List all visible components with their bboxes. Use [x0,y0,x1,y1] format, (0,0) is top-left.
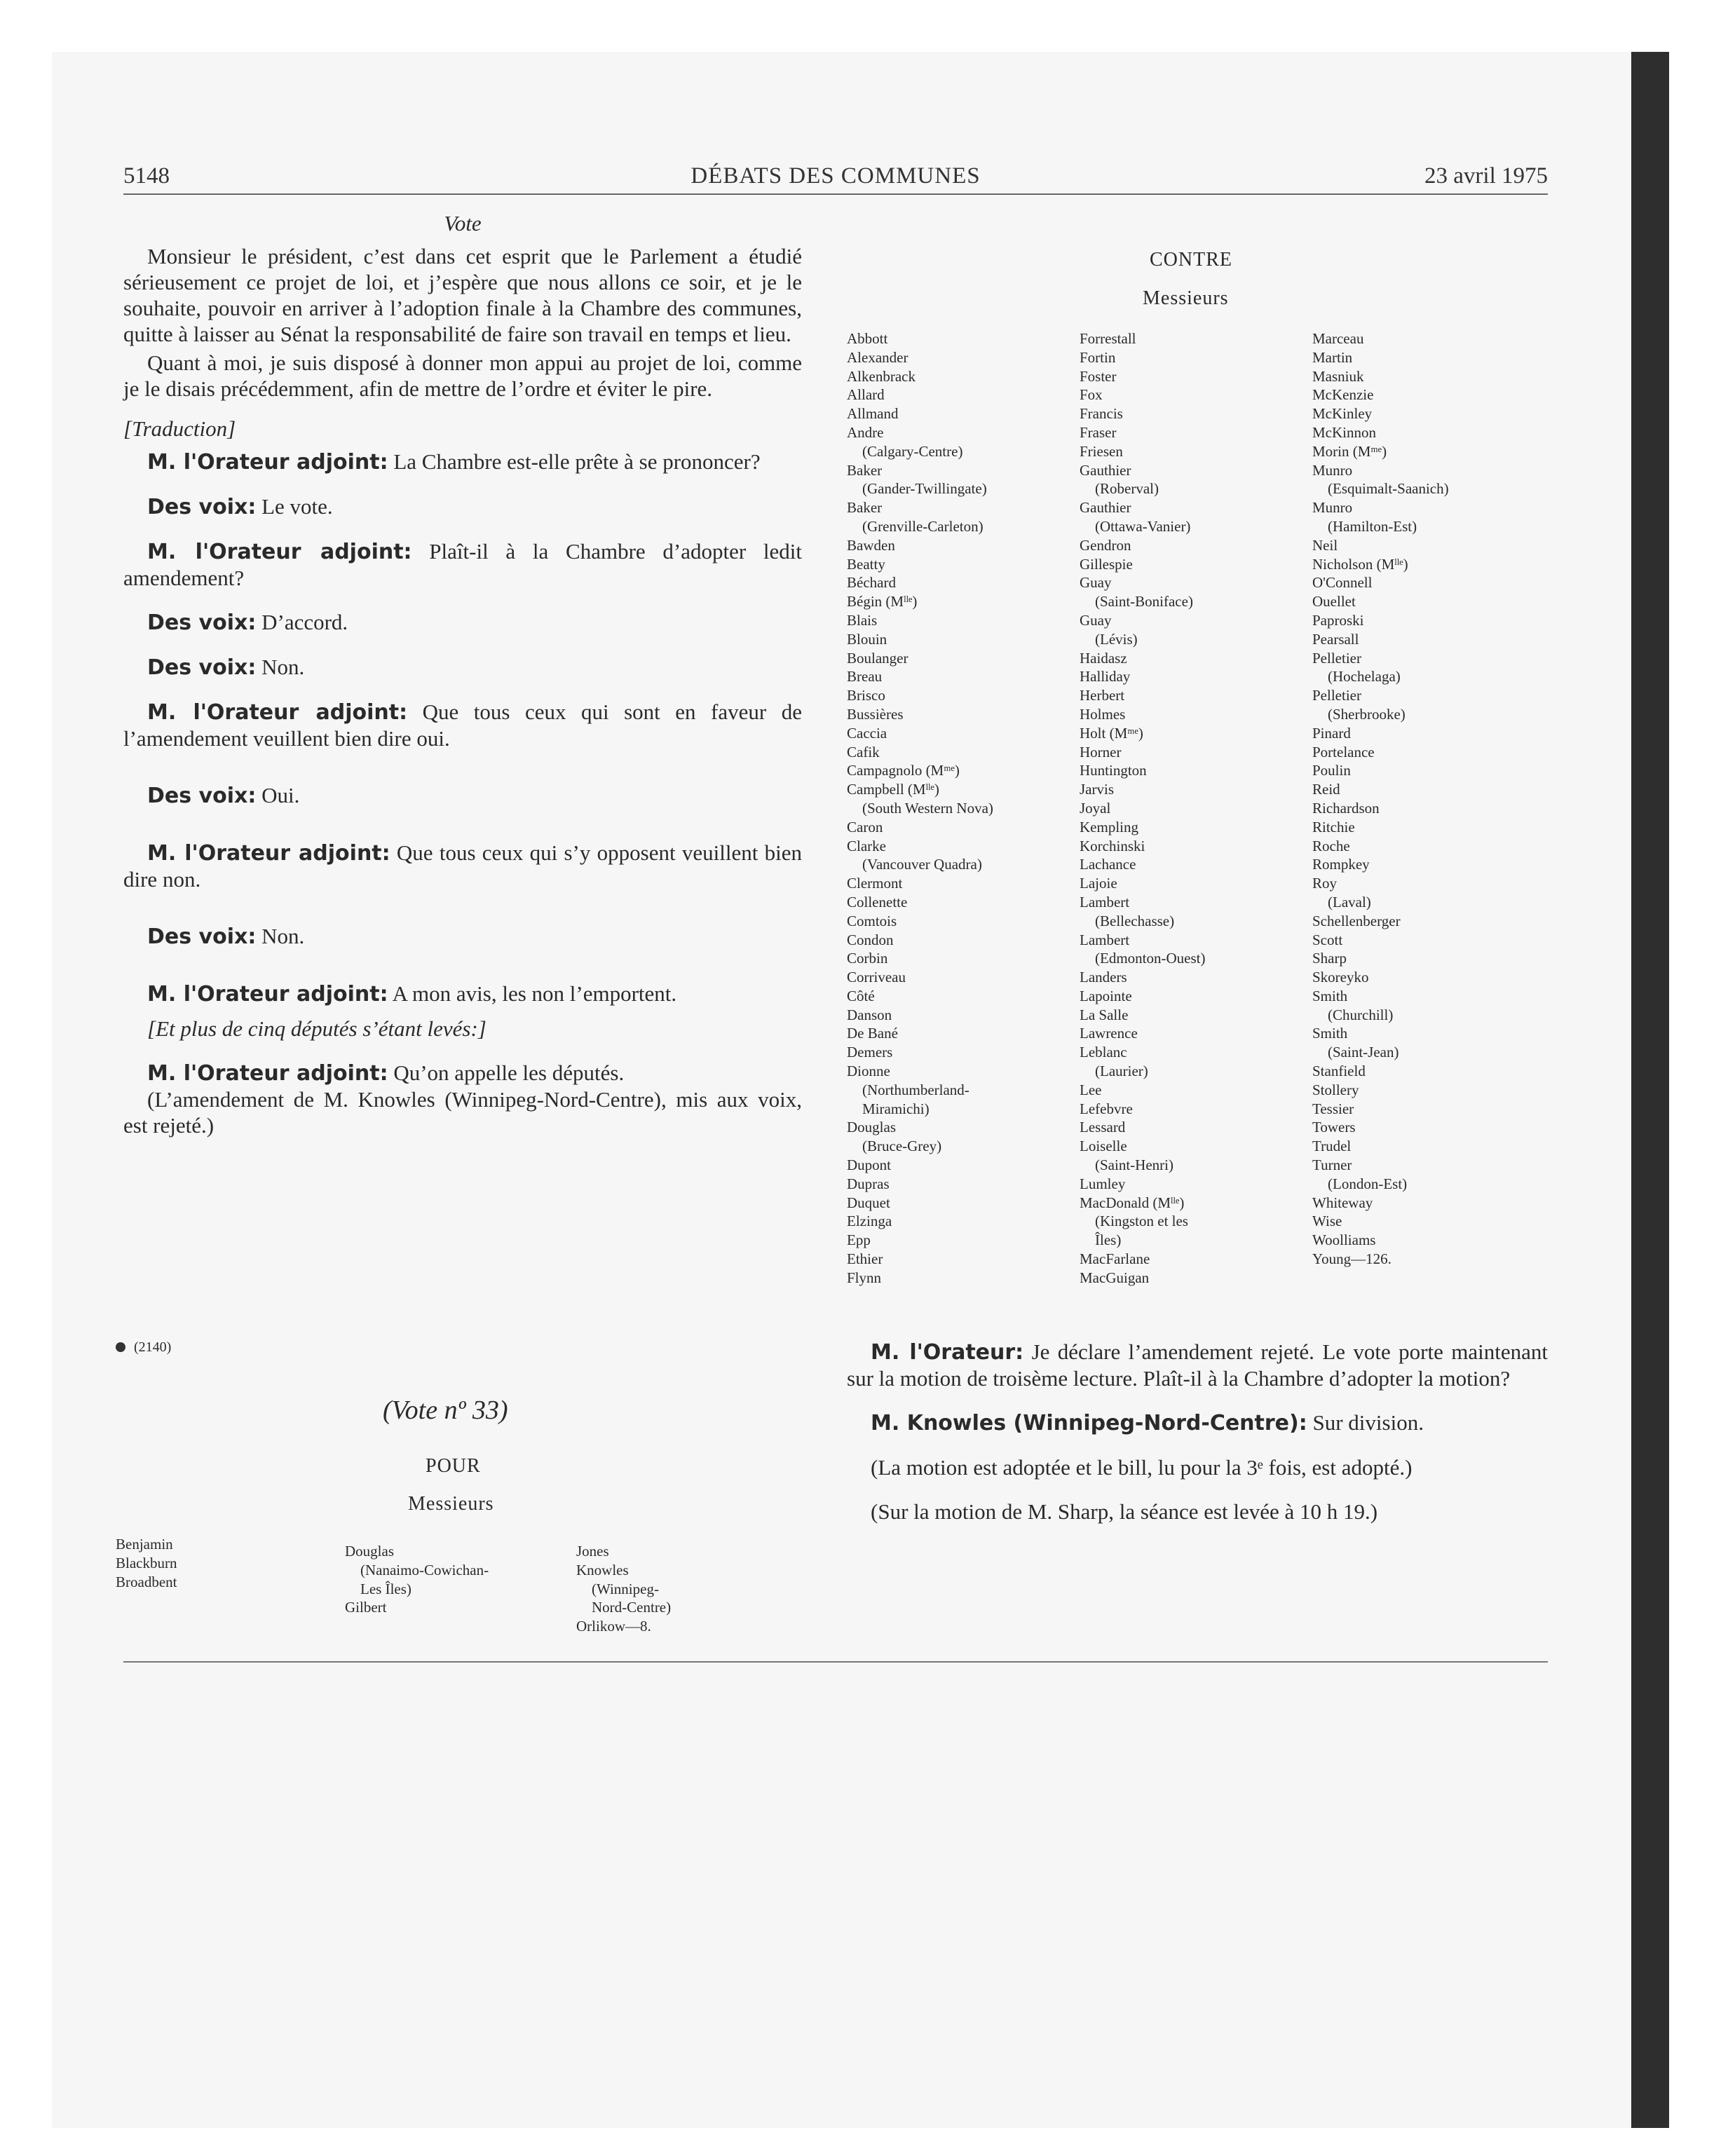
member-name: Lambert [1080,893,1130,910]
member-name: Elzinga [847,1213,892,1230]
dialogue-line [123,923,802,950]
member-name: Beatty [847,555,885,573]
member-name: (Calgary-Centre) [862,442,963,460]
pour-subheading: Messieurs [408,1493,494,1515]
member-name: Cafik [847,743,880,760]
member-name: Korchinski [1080,837,1145,854]
dialogue-line [123,493,802,520]
speech: Sur division. [1307,1410,1424,1435]
contre-names-col3 [1312,329,1449,1269]
member-name: Allard [847,386,885,404]
member-name: Ritchie [1312,818,1355,835]
dialogue-line [847,1339,1548,1391]
pour-heading: POUR [426,1455,481,1477]
member-name: Pelletier [1312,649,1361,667]
paragraph: Monsieur le président, c’est dans cet esprit que le Parlement a étudié sérieusement ce projet de loi, et j’espère que nous allons ce soir, et je le souhaite, pouvoir en arriver à l’adoption finale à la Chambre des communes, quitte à laisser au Sénat la responsabilité de faire son travail en temps et lieu. [123,244,802,346]
member-name: Roche [1312,837,1350,854]
speaker: M. l'Orateur adjoint: [147,450,388,475]
page-number: 5148 [123,163,170,189]
member-name: (Nanaimo-Cowichan- [360,1561,489,1578]
speaker: M. l'Orateur adjoint: [147,700,408,725]
speech: Oui. [256,783,300,807]
dialogue-line [123,609,802,636]
member-name: Gillespie [1080,555,1133,573]
member-name: Caccia [847,724,887,742]
member-name: Epp [847,1231,871,1249]
member-name: Danson [847,1006,892,1023]
member-name: Nord-Centre) [592,1599,672,1616]
member-name: Foster [1080,367,1117,385]
member-name: Brisco [847,687,885,704]
translation-note: [Traduction] [123,416,236,441]
member-name: (Bellechasse) [1095,912,1175,929]
result-note: (La motion est adoptée et le bill, lu pour la 3ᵉ fois, est adopté.) [871,1455,1413,1480]
member-name: La Salle [1080,1006,1129,1023]
member-name: MacDonald (Mˡˡᵉ) [1080,1194,1185,1211]
dialogue-line [123,1060,802,1086]
speaker: Des voix: [147,655,257,680]
member-name: (Lévis) [1095,630,1138,648]
member-name: (Kingston et les [1095,1213,1188,1230]
speech: A mon avis, les non l’emportent. [388,981,677,1006]
member-name: Caron [847,818,883,835]
member-name: (Vancouver Quadra) [862,856,982,873]
member-name: Gauthier [1080,461,1131,479]
member-name: Lefebvre [1080,1100,1133,1117]
left-column [123,210,802,1138]
member-name: Herbert [1080,687,1125,704]
member-name: Holmes [1080,705,1126,723]
member-name: Nicholson (Mˡˡᵉ) [1312,555,1408,573]
member-name: Francis [1080,405,1123,423]
speech: Qu’on appelle les députés. [388,1060,625,1085]
member-name: McKinley [1312,405,1373,423]
member-name: (Saint-Boniface) [1095,593,1193,610]
speaker: Des voix: [147,925,257,949]
member-name: Corriveau [847,969,906,986]
member-name: Gauthier [1080,499,1131,517]
pour-names-col1 [116,1535,177,1591]
member-name: Benjamin [116,1536,173,1553]
member-name: (Edmonton-Ouest) [1095,950,1206,967]
member-name: Alkenbrack [847,367,916,385]
member-name: (Saint-Jean) [1328,1044,1399,1061]
member-name: Lawrence [1080,1025,1138,1042]
member-name: Landers [1080,969,1127,986]
member-name: Leblanc [1080,1044,1127,1061]
member-name: (Saint-Henri) [1095,1157,1173,1174]
member-name: (Hamilton-Est) [1328,517,1417,535]
contre-names-col2 [1080,329,1205,1288]
speech: Que tous ceux qui sont en faveur de l’amendement veuillent bien dire oui. [123,700,802,751]
member-name: Reid [1312,781,1340,798]
member-name: Broadbent [116,1573,177,1590]
member-name: Smith [1312,1025,1348,1042]
time-marker [116,1339,171,1356]
member-name: Béchard [847,574,896,592]
member-name: (Hochelaga) [1328,668,1401,685]
publication-date: 23 avril 1975 [1424,163,1548,189]
member-name: Guay [1080,574,1112,592]
member-name: Forrestall [1080,330,1136,347]
member-name: Îles) [1095,1231,1122,1249]
dialogue-line [123,981,802,1007]
member-name: Guay [1080,611,1112,629]
speaker: M. l'Orateur adjoint: [147,1061,388,1086]
member-name: Clarke [847,837,886,854]
member-name: Côté [847,987,875,1004]
pour-names-col3 [576,1542,671,1636]
member-name: Knowles [576,1561,629,1578]
member-name: Bégin (Mˡˡᵉ) [847,593,918,610]
vote-number-heading: (Vote nº 33) [383,1396,508,1425]
stage-direction: [Et plus de cinq députés s’étant levés:] [147,1016,487,1041]
member-name: Jones [576,1543,609,1560]
pour-names-col2 [345,1542,489,1617]
member-name: Jarvis [1080,781,1114,798]
member-name: (Gander-Twillingate) [862,480,987,498]
member-name: Poulin [1312,762,1351,779]
member-name: Lessard [1080,1119,1126,1136]
member-name: Whiteway [1312,1194,1373,1211]
member-name: Boulanger [847,649,909,667]
member-name: Dionne [847,1063,890,1080]
member-name: Orlikow—8. [576,1618,651,1635]
member-name: (Churchill) [1328,1006,1394,1023]
member-name: Kempling [1080,818,1138,835]
member-name: Martin [1312,348,1353,366]
member-name: Haidasz [1080,649,1127,667]
page-header [123,158,1548,197]
speech: Plaît-il à la Chambre d’adopter ledit amendement? [123,539,802,590]
member-name: McKinnon [1312,423,1376,441]
speaker: M. l'Orateur adjoint: [147,982,388,1007]
publication-title: DÉBATS DES COMMUNES [690,163,981,189]
member-name: Dupont [847,1157,891,1174]
dialogue-line [847,1410,1548,1436]
member-name: Schellenberger [1312,912,1401,929]
member-name: Joyal [1080,799,1111,817]
member-name: Lee [1080,1081,1102,1098]
member-name: Roy [1312,875,1338,892]
member-name: Flynn [847,1269,882,1286]
contre-names-col1 [847,329,993,1288]
member-name: Skoreyko [1312,969,1369,986]
member-name: Ethier [847,1250,883,1268]
member-name: Andre [847,423,884,441]
member-name: Campagnolo (Mᵐᵉ) [847,762,960,779]
member-name: Loiselle [1080,1138,1127,1155]
member-name: Blais [847,611,878,629]
member-name: Lajoie [1080,875,1117,892]
speaker: Des voix: [147,495,257,519]
scan-edge-strip [1631,52,1669,2128]
dialogue-line [123,449,802,475]
member-name: Bawden [847,536,895,554]
member-name: (Roberval) [1095,480,1159,498]
member-name: Horner [1080,743,1122,760]
member-name: (Bruce-Grey) [862,1138,942,1155]
speech: D’accord. [256,610,348,634]
bottom-rule [123,1661,1548,1663]
member-name: Woolliams [1312,1231,1376,1249]
member-name: Stanfield [1312,1063,1366,1080]
member-name: Marceau [1312,330,1364,347]
member-name: Condon [847,931,894,948]
adjournment-note: (Sur la motion de M. Sharp, la séance est levée à 10 h 19.) [871,1499,1378,1524]
result-note: (L’amendement de M. Knowles (Winnipeg-Nord-Centre), mis aux voix, est rejeté.) [123,1087,802,1138]
member-name: Lumley [1080,1175,1126,1192]
member-name: Blouin [847,630,887,648]
member-name: Halliday [1080,668,1131,685]
member-name: Douglas [345,1543,394,1560]
member-name: (Esquimalt-Saanich) [1328,480,1449,498]
speech: Je déclare l’amendement rejeté. Le vote porte maintenant sur la motion de troisème lecture. Plaît-il à la Chambre d’adopter la motion? [847,1339,1548,1391]
member-name: Baker [847,499,883,517]
speech: Non. [256,655,305,679]
member-name: MacGuigan [1080,1269,1150,1286]
member-name: Allmand [847,405,899,423]
member-name: Friesen [1080,442,1123,460]
speech: La Chambre est-elle prête à se prononcer? [388,449,761,474]
right-column [847,1339,1548,1524]
member-name: (London-Est) [1328,1175,1408,1192]
member-name: (Northumberland- [862,1081,969,1098]
member-name: Scott [1312,931,1343,948]
member-name: (Winnipeg- [592,1580,659,1597]
member-name: Paproski [1312,611,1364,629]
member-name: De Bané [847,1025,898,1042]
member-name: O'Connell [1312,574,1373,592]
member-name: Bussières [847,705,904,723]
contre-subheading: Messieurs [1143,287,1229,309]
member-name: McKenzie [1312,386,1374,404]
member-name: (South Western Nova) [862,799,993,817]
speaker: M. l'Orateur adjoint: [147,841,390,866]
member-name: Miramichi) [862,1100,930,1117]
member-name: Campbell (Mˡˡᵉ) [847,781,939,798]
bullet-icon [116,1342,125,1352]
member-name: Demers [847,1044,893,1061]
member-name: Corbin [847,950,888,967]
dialogue-line [123,840,802,892]
member-name: Pinard [1312,724,1351,742]
member-name: Comtois [847,912,897,929]
member-name: Baker [847,461,883,479]
speaker: Des voix: [147,610,257,635]
member-name: (Laval) [1328,893,1371,910]
member-name: Wise [1312,1213,1342,1230]
member-name: Gendron [1080,536,1131,554]
member-name: Blackburn [116,1554,177,1571]
dialogue-line [123,699,802,751]
member-name: Young—126. [1312,1250,1392,1268]
paragraph: Quant à moi, je suis disposé à donner mon appui au projet de loi, comme je le disais précédemment, afin de mettre de l’ordre et éviter le pire. [123,350,802,401]
header-rule [123,193,1548,195]
member-name: Rompkey [1312,856,1370,873]
member-name: Masniuk [1312,367,1364,385]
member-name: MacFarlane [1080,1250,1150,1268]
member-name: Trudel [1312,1138,1352,1155]
member-name: Sharp [1312,950,1347,967]
speaker: M. l'Orateur: [871,1340,1024,1365]
member-name: Portelance [1312,743,1375,760]
member-name: (Ottawa-Vanier) [1095,517,1191,535]
member-name: Fortin [1080,348,1116,366]
speech: Le vote. [256,494,333,519]
member-name: Fox [1080,386,1103,404]
speech: Non. [256,924,305,948]
speech: Que tous ceux qui s’y opposent veuillent bien dire non. [123,840,802,892]
member-name: (Sherbrooke) [1328,705,1406,723]
member-name: Pelletier [1312,687,1361,704]
member-name: Huntington [1080,762,1147,779]
member-name: Smith [1312,987,1348,1004]
member-name: Duquet [847,1194,890,1211]
member-name: Douglas [847,1119,896,1136]
dialogue-line [123,538,802,591]
member-name: Alexander [847,348,909,366]
speaker: M. l'Orateur adjoint: [147,540,412,564]
member-name: Morin (Mᵐᵉ) [1312,442,1387,460]
member-name: Ouellet [1312,593,1356,610]
member-name: (Laurier) [1095,1063,1148,1080]
member-name: Tessier [1312,1100,1354,1117]
member-name: Neil [1312,536,1338,554]
member-name: Fraser [1080,423,1117,441]
contre-heading: CONTRE [1150,249,1232,271]
member-name: Lambert [1080,931,1130,948]
member-name: (Grenville-Carleton) [862,517,984,535]
member-name: Dupras [847,1175,890,1192]
member-name: Turner [1312,1157,1352,1174]
member-name: Les Îles) [360,1580,411,1597]
member-name: Lapointe [1080,987,1132,1004]
member-name: Lachance [1080,856,1136,873]
vote-heading: Vote [444,211,482,236]
member-name: Towers [1312,1119,1356,1136]
member-name: Collenette [847,893,908,910]
speaker: M. Knowles (Winnipeg-Nord-Centre): [871,1411,1307,1435]
member-name: Gilbert [345,1599,387,1616]
member-name: Breau [847,668,883,685]
member-name: Munro [1312,499,1353,517]
dialogue-line [123,654,802,681]
member-name: Munro [1312,461,1353,479]
dialogue-line [123,782,802,809]
member-name: Richardson [1312,799,1380,817]
member-name: Stollery [1312,1081,1359,1098]
member-name: Abbott [847,330,888,347]
member-name: Clermont [847,875,903,892]
member-name: Holt (Mᵐᵉ) [1080,724,1143,742]
time-marker-text: (2140) [134,1339,172,1355]
speaker: Des voix: [147,784,257,808]
member-name: Pearsall [1312,630,1359,648]
